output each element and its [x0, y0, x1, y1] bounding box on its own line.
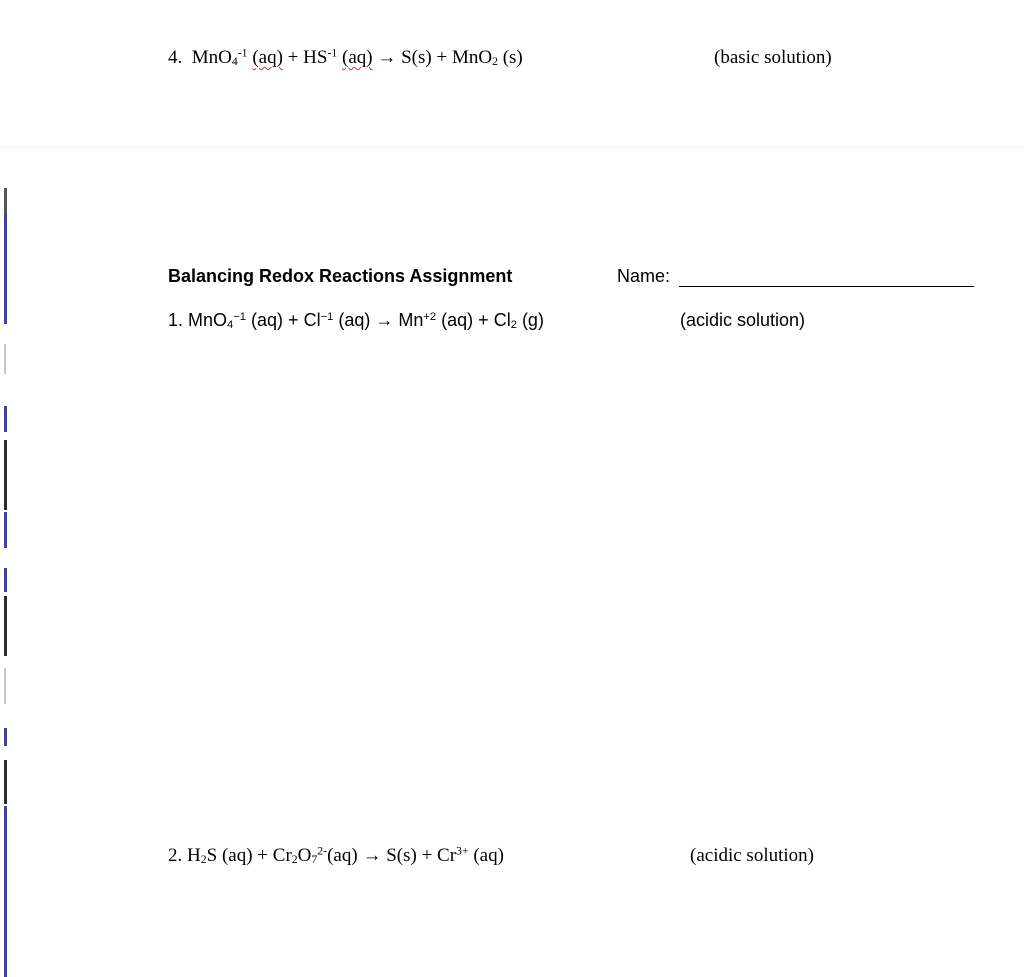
formula-mno4: MnO$_4^{-1}$: [191, 46, 248, 69]
reaction-arrow-icon: →: [362, 845, 382, 866]
plus-sign: +: [288, 310, 299, 330]
state-aq: (aq): [342, 47, 373, 68]
formula-cl: $Cl^{-1}$: [303, 310, 334, 330]
margin-marker: [4, 188, 7, 214]
margin-marker: [4, 668, 6, 704]
formula-cr: $Cr^{3+}$: [437, 844, 469, 866]
assignment-title: Balancing Redox Reactions Assignment: [168, 266, 513, 286]
formula-s: S(s): [386, 845, 417, 866]
name-label: Name:: [617, 266, 671, 286]
equation-4: [168, 48, 523, 67]
margin-marker: [4, 760, 7, 804]
page-break: [0, 146, 1024, 150]
margin-marker: [4, 406, 7, 432]
state-aq: (aq): [473, 845, 504, 866]
formula-cr2o7: $Cr_2O_7^{2-}$: [272, 844, 328, 867]
state-aq: (aq): [441, 310, 474, 330]
plus-sign: +: [287, 47, 299, 68]
name-field-line[interactable]: [679, 286, 974, 287]
margin-marker: [4, 596, 7, 656]
state-aq: (aq): [327, 845, 358, 866]
state-s: (s): [502, 47, 523, 68]
state-aq: (aq): [251, 310, 284, 330]
formula-mn: $Mn^{+2}$: [398, 310, 437, 330]
state-g: (g): [521, 310, 544, 330]
problem-number: 1.: [168, 310, 184, 330]
plus-sign: +: [257, 845, 269, 866]
problem-number: 2.: [168, 845, 183, 866]
formula-cl2: $Cl_2$: [493, 310, 517, 331]
reaction-arrow-icon: →: [377, 47, 397, 68]
condition-2: (acidic solution): [690, 845, 814, 866]
reaction-arrow-icon: →: [375, 310, 394, 330]
equation-1: [168, 311, 544, 329]
plus-sign: +: [421, 845, 433, 866]
state-aq: (aq): [221, 845, 253, 866]
formula-mno4: MnO$_4^{-1}$: [188, 310, 246, 331]
formula-h2s: $H_2S$: [187, 845, 218, 867]
condition-4: (basic solution): [714, 47, 832, 68]
margin-marker: [4, 344, 6, 374]
plus-sign: +: [436, 47, 448, 68]
margin-marker: [4, 806, 7, 977]
margin-marker: [4, 440, 7, 510]
state-aq: (aq): [252, 47, 283, 68]
margin-marker: [4, 214, 7, 324]
condition-1: (acidic solution): [680, 310, 806, 330]
margin-marker: [4, 512, 7, 548]
equation-2: [168, 846, 504, 865]
margin-marker: [4, 728, 7, 746]
problem-number: 4.: [168, 47, 183, 68]
formula-s: S(s): [401, 47, 432, 68]
margin-marker: [4, 568, 7, 592]
state-aq: (aq): [338, 310, 371, 330]
formula-mno2: MnO$_2$: [451, 47, 498, 69]
formula-hs: $HS^{-1}$: [303, 46, 338, 68]
plus-sign: +: [478, 310, 489, 330]
